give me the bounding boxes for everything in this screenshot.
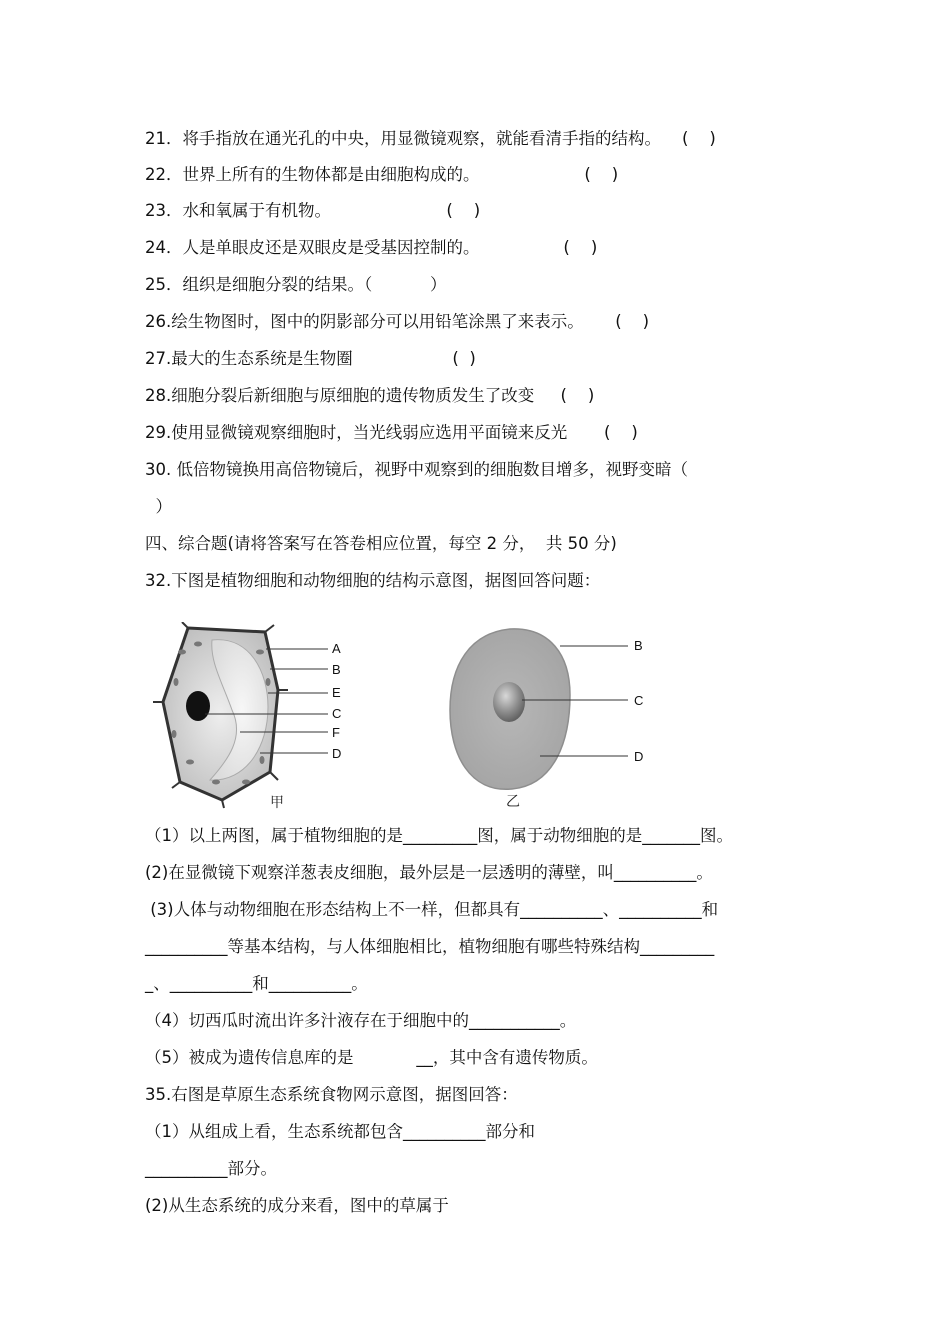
q32-item-3b: __________等基本结构，与人体细胞相比，植物细胞有哪些特殊结构_________ bbox=[145, 937, 715, 956]
question-24: 24．人是单眼皮还是双眼皮是受基因控制的。 ( ) bbox=[145, 238, 598, 257]
question-28: 28.细胞分裂后新细胞与原细胞的遗传物质发生了改变 ( ) bbox=[145, 386, 595, 405]
plant-label-a: A bbox=[332, 641, 341, 656]
plant-label-c: C bbox=[332, 706, 342, 721]
question-22: 22．世界上所有的生物体都是由细胞构成的。 ( ) bbox=[145, 165, 619, 184]
plant-label-d: D bbox=[332, 746, 342, 761]
section-title: 四、综合题(请将答案写在答卷相应位置，每空 2 分， 共 50 分) bbox=[145, 534, 617, 553]
plant-cell-diagram bbox=[150, 622, 370, 817]
question-32-stem: 32.下图是植物细胞和动物细胞的结构示意图，据图回答问题： bbox=[145, 571, 601, 590]
question-21: 21．将手指放在通光孔的中央，用显微镜观察，就能看清手指的结构。 ( ) bbox=[145, 129, 716, 148]
q32-item-3a: (3)人体与动物细胞在形态结构上不一样，但都具有__________、__________和 bbox=[145, 900, 719, 919]
plant-caption: 甲 bbox=[270, 795, 284, 811]
q32-item-2: (2)在显微镜下观察洋葱表皮细胞，最外层是一层透明的薄壁，叫__________。 bbox=[145, 863, 713, 882]
animal-nucleus bbox=[493, 682, 525, 722]
q35-item-2: (2)从生态系统的成分来看，图中的草属于 bbox=[145, 1196, 449, 1215]
q35-item-1b: __________部分。 bbox=[145, 1159, 277, 1178]
question-30: 30. 低倍物镜换用高倍物镜后，视野中观察到的细胞数目增多，视野变暗（ bbox=[145, 460, 688, 479]
animal-caption: 乙 bbox=[506, 794, 520, 810]
q32-item-1: （1）以上两图，属于植物细胞的是_________图，属于动物细胞的是_______图。 bbox=[145, 826, 733, 845]
question-25: 25．组织是细胞分裂的结果。（ ） bbox=[145, 275, 447, 294]
q32-item-3c: _、__________和__________。 bbox=[145, 974, 368, 993]
animal-cell-diagram bbox=[440, 625, 660, 815]
q32-item-4: （4）切西瓜时流出许多汁液存在于细胞中的___________。 bbox=[145, 1011, 577, 1030]
plant-label-f: F bbox=[332, 725, 340, 740]
question-23: 23．水和氧属于有机物。 ( ) bbox=[145, 201, 481, 220]
plant-label-b: B bbox=[332, 662, 341, 677]
plant-label-e: E bbox=[332, 685, 341, 700]
question-35-stem: 35.右图是草原生态系统食物网示意图，据图回答： bbox=[145, 1085, 518, 1104]
question-27: 27.最大的生态系统是生物圈 ( ) bbox=[145, 349, 476, 368]
animal-label-c: C bbox=[634, 693, 644, 708]
plant-nucleus bbox=[186, 691, 210, 721]
question-30-bracket: ） bbox=[145, 497, 172, 516]
question-29: 29.使用显微镜观察细胞时，当光线弱应选用平面镜来反光 ( ) bbox=[145, 423, 638, 442]
animal-label-b: B bbox=[634, 638, 643, 653]
animal-label-d: D bbox=[634, 749, 644, 764]
q35-item-1a: （1）从组成上看，生态系统都包含__________部分和 bbox=[145, 1122, 535, 1141]
question-26: 26.绘生物图时，图中的阴影部分可以用铅笔涂黑了来表示。 ( ) bbox=[145, 312, 650, 331]
q32-item-5: （5）被成为遗传信息库的是 __，其中含有遗传物质。 bbox=[145, 1048, 598, 1067]
